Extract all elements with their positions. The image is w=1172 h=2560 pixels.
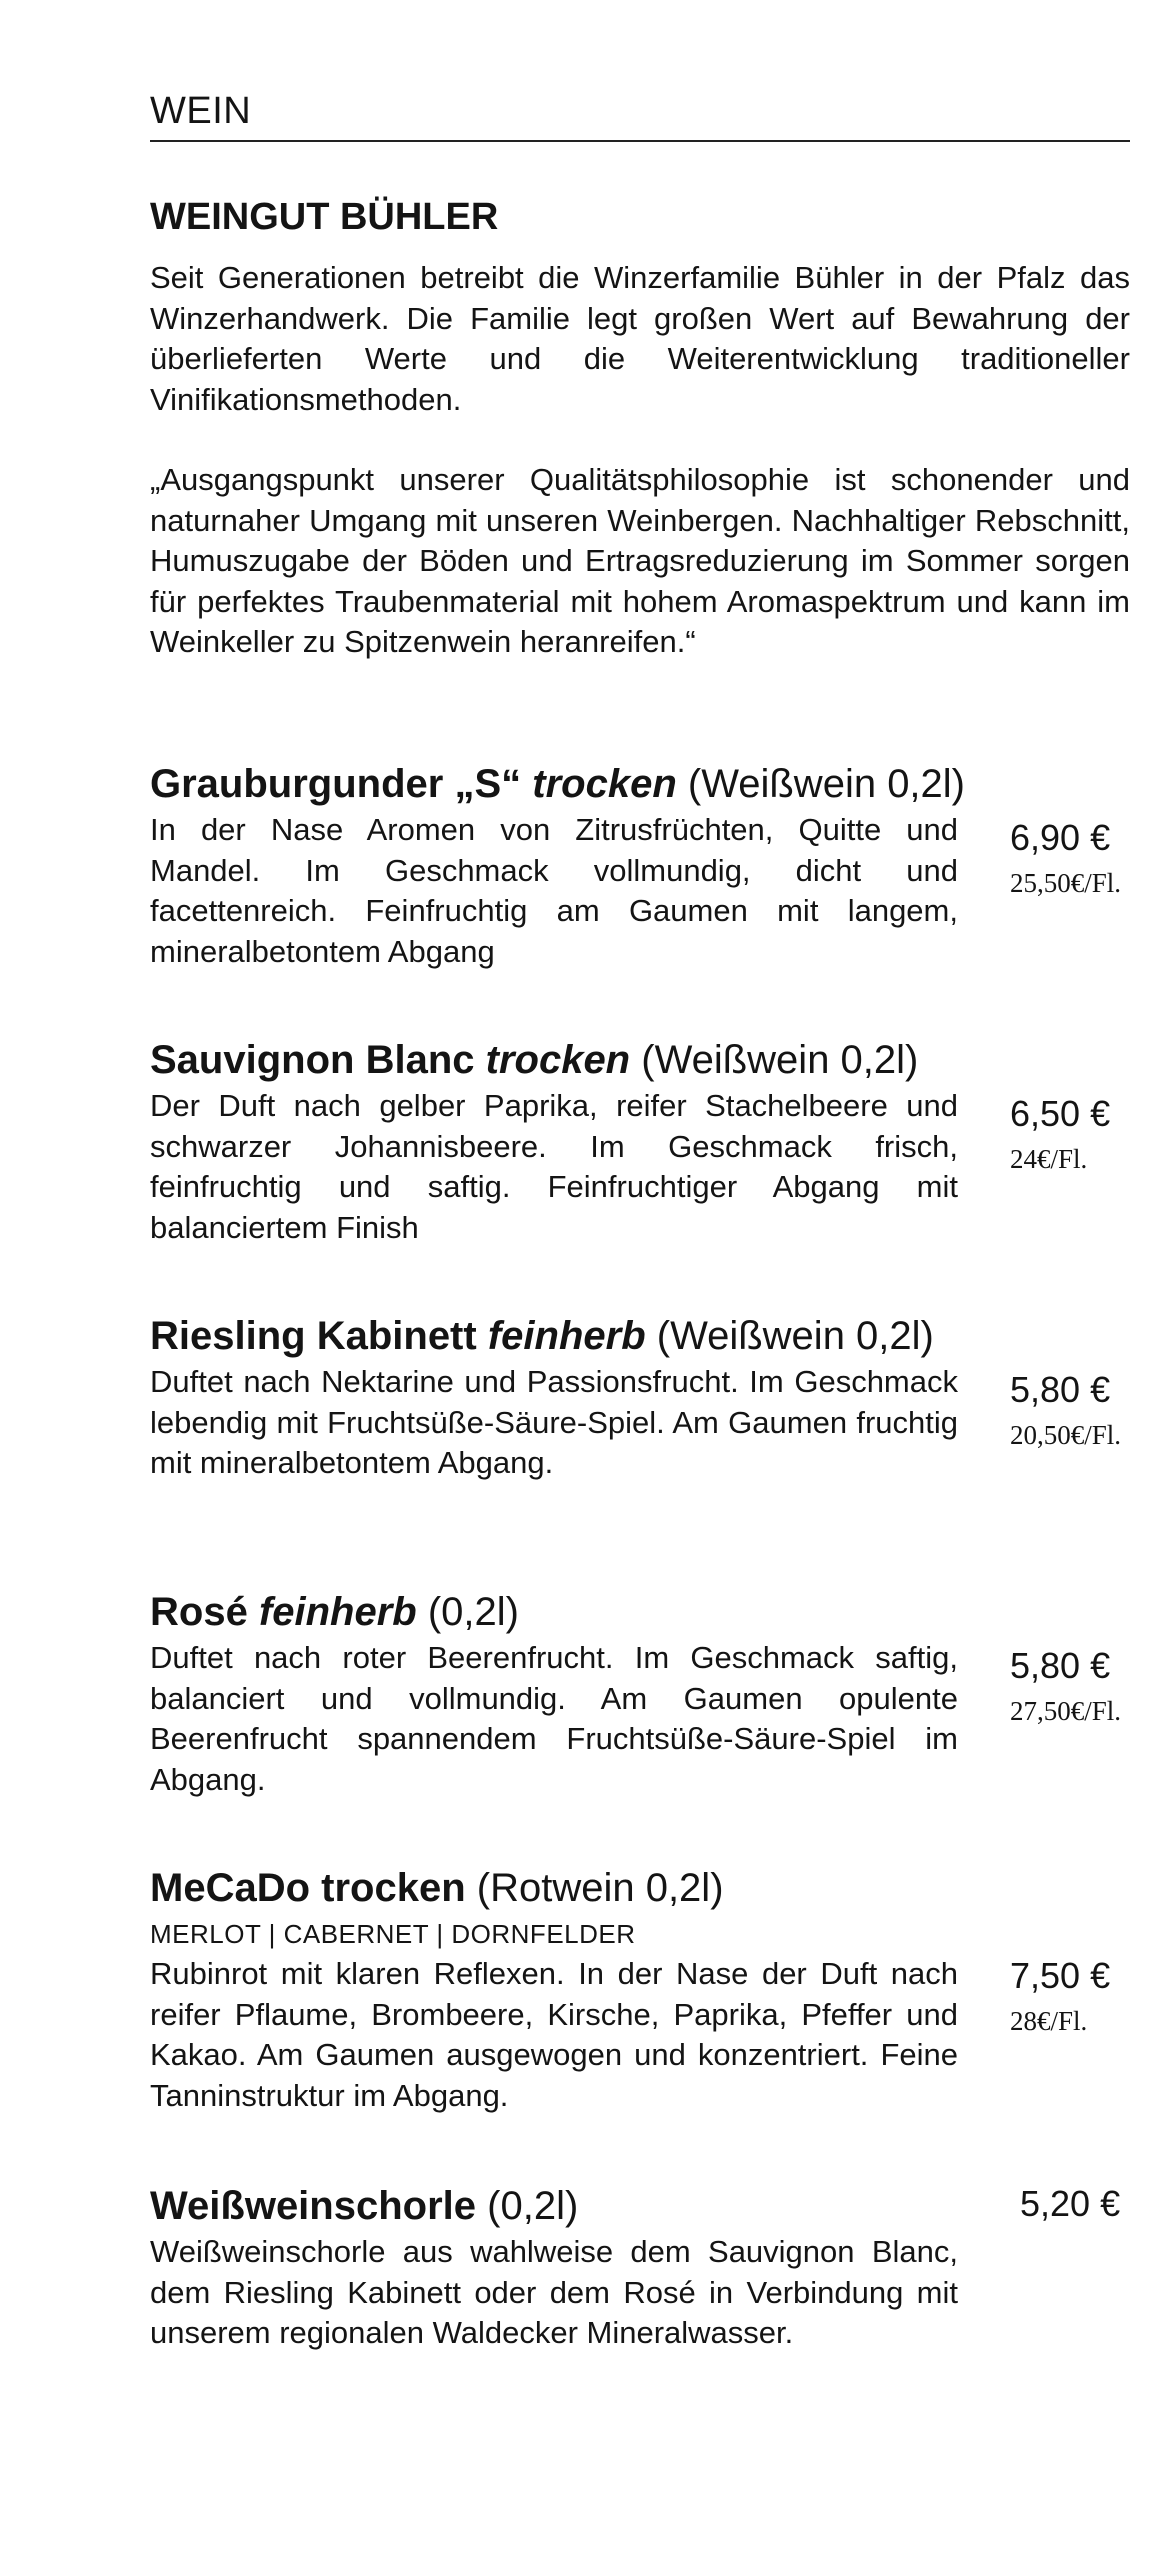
price-glass: 5,80 € (1010, 1369, 1111, 1410)
wine-title (150, 2180, 1140, 2232)
wine-description: In der Nase Aromen von Zitrusfrüchten, Quitte und Mandel. Im Geschmack vollmundig, dicht und facettenreich. Feinfruchtig am Gaumen mit langem, mineralbetontem Abgang (150, 812, 958, 969)
price-bottle: 28€/Fl. (1010, 2006, 1088, 2036)
wine-spec: (Weißwein 0,2l) (687, 762, 965, 806)
winery-intro: Seit Generationen betreibt die Winzerfamilie Bühler in der Pfalz das Winzerhandwerk. Die Familie legt großen Wert auf Bewahrung der überlieferten Werte und die Weiterentwicklung traditioneller Vinifikationsmethoden. (150, 260, 1130, 417)
price-bottle: 25,50€/Fl. (1010, 868, 1122, 898)
wine-item-sauvignon-blanc (150, 1034, 1140, 1248)
wine-description: Der Duft nach gelber Paprika, reifer Stachelbeere und schwarzer Johannisbeere. Im Geschmack frisch, feinfruchtig und saftig. Feinfruchtiger Abgang mit balanciertem Finish (150, 1088, 958, 1245)
wine-body (150, 1638, 1140, 1800)
winery-title: WEINGUT BÜHLER (150, 196, 499, 238)
wine-body (150, 1954, 1140, 2116)
wine-spec: (0,2l) (487, 2184, 579, 2228)
wine-body (150, 1086, 1140, 1248)
price-glass: 5,80 € (1010, 1645, 1111, 1686)
price-bottle: 20,50€/Fl. (1010, 1420, 1122, 1450)
wine-title (150, 758, 1140, 810)
wine-name: Riesling Kabinett (150, 1314, 477, 1358)
wine-name: Weißweinschorle (150, 2184, 477, 2228)
wine-name: Grauburgunder „S“ (150, 762, 522, 806)
wine-spec: (Weißwein 0,2l) (641, 1038, 919, 1082)
wine-item-rose (150, 1586, 1140, 1800)
wine-body (150, 2232, 1140, 2354)
wine-style: feinherb (258, 1590, 417, 1634)
grape-varieties: MERLOT | CABERNET | DORNFELDER (150, 1919, 636, 1949)
wine-description: Rubinrot mit klaren Reflexen. In der Nase der Duft nach reifer Pflaume, Brombeere, Kirsche, Paprika, Pfeffer und Kakao. Am Gaumen ausgewogen und konzentriert. Feine Tanninstruktur im Abgang. (150, 1956, 958, 2113)
wine-spec: (Weißwein 0,2l) (656, 1314, 934, 1358)
price-bottle: 24€/Fl. (1010, 1144, 1088, 1174)
winery-quote: „Ausgangspunkt unserer Qualitätsphilosophie ist schonender und naturnaher Umgang mit unseren Weinbergen. Nachhaltiger Rebschnitt, Humuszugabe der Böden und Ertragsreduzierung im Sommer sorgen für perfektes Traubenmaterial mit hohem Aromaspektrum und kann im Weinkeller zu Spitzenwein heranreifen.“ (150, 462, 1130, 659)
wine-style: trocken (485, 1038, 631, 1082)
wine-item-mecado (150, 1862, 1140, 2116)
wine-style: trocken (532, 762, 677, 806)
price-bottle: 27,50€/Fl. (1010, 1696, 1122, 1726)
wine-item-riesling-kabinett (150, 1310, 1140, 1484)
section-title: WEIN (150, 86, 1130, 142)
wine-spec: (0,2l) (427, 1590, 519, 1634)
wine-body (150, 1362, 1140, 1484)
wine-description: Duftet nach roter Beerenfrucht. Im Geschmack saftig, balanciert und vollmundig. Am Gaumen opulente Beerenfrucht spannendem Fruchtsüße-Säure-Spiel im Abgang. (150, 1640, 958, 1797)
wine-spec: (Rotwein 0,2l) (476, 1866, 724, 1910)
wine-title (150, 1310, 1140, 1362)
wine-body (150, 810, 1140, 972)
wine-description: Weißweinschorle aus wahlweise dem Sauvignon Blanc, dem Riesling Kabinett oder dem Rosé in Verbindung mit unserem regionalen Waldecker Mineralwasser. (150, 2234, 958, 2350)
wine-style: feinherb (487, 1314, 646, 1358)
price-glass: 7,50 € (1010, 1955, 1111, 1996)
wine-title (150, 1034, 1140, 1086)
wine-name: Sauvignon Blanc (150, 1038, 475, 1082)
price-glass: 5,20 € (1020, 2183, 1121, 2224)
wine-name: Rosé (150, 1590, 248, 1634)
price-glass: 6,50 € (1010, 1093, 1111, 1134)
wine-item-weissweinschorle (150, 2180, 1140, 2354)
wine-title (150, 1586, 1140, 1638)
wine-name: MeCaDo trocken (150, 1866, 466, 1910)
price-glass: 6,90 € (1010, 817, 1111, 858)
wine-item-grauburgunder (150, 758, 1140, 972)
wine-description: Duftet nach Nektarine und Passionsfrucht. Im Geschmack lebendig mit Fruchtsüße-Säure-Spiel. Am Gaumen fruchtig mit mineralbetontem Abgang. (150, 1364, 958, 1480)
wine-title (150, 1862, 1140, 1914)
